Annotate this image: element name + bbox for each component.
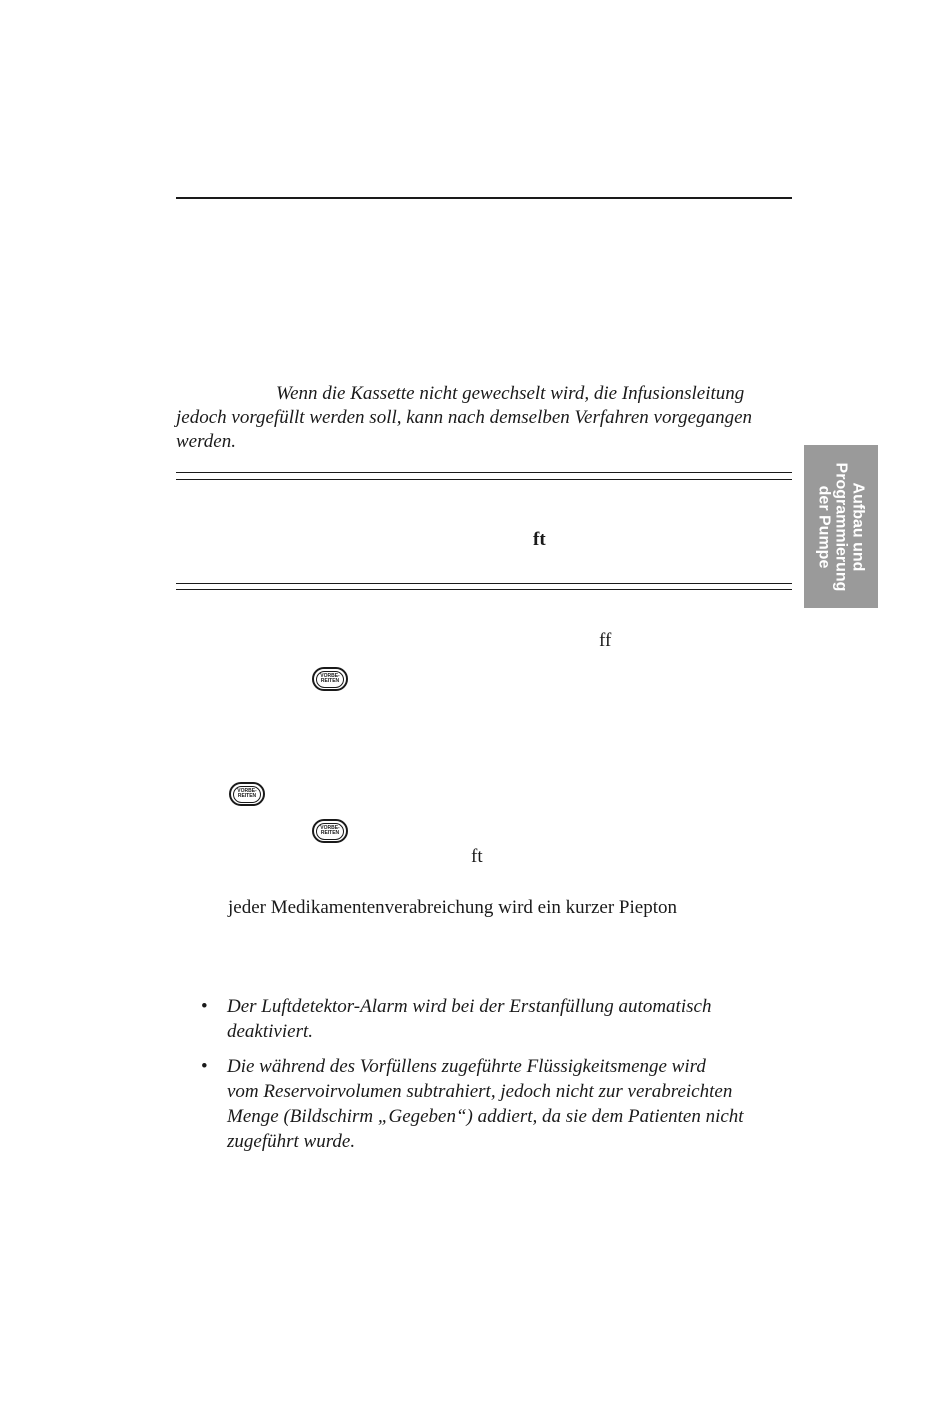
- prime-key-label-2: REITEN: [237, 793, 257, 799]
- bullet-icon: •: [201, 996, 208, 1017]
- step-fragment-ft: ft: [471, 846, 483, 867]
- chapter-tab-line-1: Aufbau und: [849, 482, 867, 571]
- note-line-3: werden.: [176, 431, 236, 452]
- prime-key-icon: [229, 782, 265, 806]
- prime-key-label-2: REITEN: [320, 830, 340, 836]
- chapter-tab-line-2: Programmierung: [832, 462, 850, 591]
- list-item: [200, 1054, 800, 1154]
- warning-bottom-rule-1: [176, 583, 792, 584]
- list-item-line: zugeführt wurde.: [227, 1131, 356, 1152]
- prime-key-label-1: VORBE-: [237, 787, 257, 794]
- chapter-tab-label: [816, 462, 867, 591]
- note-paragraph: [176, 382, 796, 454]
- list-item: [200, 994, 800, 1044]
- list-item-line: Menge (Bildschirm „Gegeben“) addiert, da sie dem Patienten nicht: [227, 1106, 744, 1127]
- header-rule: [176, 197, 792, 199]
- list-item-line: deaktiviert.: [227, 1021, 313, 1042]
- list-item-line: vom Reservoirvolumen subtrahiert, jedoch nicht zur verabreichten: [227, 1081, 733, 1102]
- note-line-1: Wenn die Kassette nicht gewechselt wird, die Infusionsleitung: [276, 383, 745, 404]
- notes-list: [200, 994, 800, 1164]
- prime-key-label-2: REITEN: [320, 678, 340, 684]
- prime-key-icon: [312, 667, 348, 691]
- note-line-2: jedoch vorgefüllt werden soll, kann nach demselben Verfahren vorgegangen: [176, 407, 753, 428]
- prime-key-label-1: VORBE-: [320, 824, 340, 831]
- warning-fragment-ft: ft: [533, 529, 546, 550]
- step-fragment-ff: ff: [599, 630, 612, 651]
- piepton-text: jeder Medikamentenverabreichung wird ein kurzer Piepton: [228, 897, 677, 918]
- warning-bottom-rule-2: [176, 589, 792, 590]
- bullet-icon: •: [201, 1056, 208, 1077]
- prime-key-icon: [312, 819, 348, 843]
- list-item-line: Die während des Vorfüllens zugeführte Flüssigkeitsmenge wird: [227, 1056, 706, 1077]
- warning-top-rule-2: [176, 479, 792, 480]
- warning-top-rule-1: [176, 472, 792, 473]
- list-item-line: Der Luftdetektor-Alarm wird bei der Erstanfüllung automatisch: [227, 996, 712, 1017]
- chapter-tab[interactable]: [804, 445, 878, 608]
- chapter-tab-line-3: der Pumpe: [815, 485, 833, 568]
- prime-key-label-1: VORBE-: [320, 672, 340, 679]
